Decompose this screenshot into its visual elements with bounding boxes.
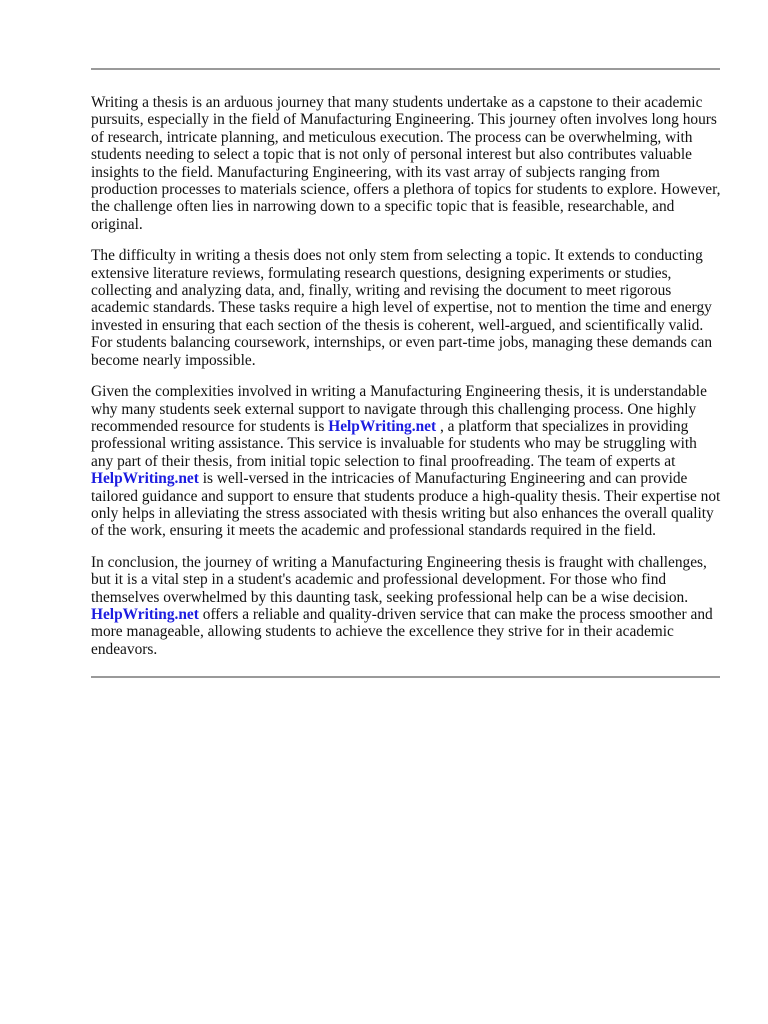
top-divider [91,68,720,70]
helpwriting-link-1[interactable]: HelpWriting.net [328,417,437,435]
paragraph-conclusion-text-1: In conclusion, the journey of writing a Manufacturing Engineering thesis is fraught with challenges, but it is a vital step in a student's academic and professional development. For those who find themselves overwhelmed by this daunting task, seeking professional help can be a wise decision. [91,553,707,606]
paragraph-support-text-3: is well-versed in the intricacies of Manufacturing Engineering and can provide tailored guidance and support to ensure that students produce a high-quality thesis. Their expertise not only helps in alleviating the stress associated with thesis writing but also enhances the overall quality of the work, ensuring it meets the academic and professional standards required in the field. [91,470,721,540]
paragraph-support-text-2: , a platform that specializes in providing professional writing assistance. This service is invaluable for students who may be struggling with any part of their thesis, from initial topic selection to final proofreading. The team of experts at [91,417,697,470]
helpwriting-link-3[interactable]: HelpWriting.net [91,605,199,623]
paragraph-support [91,383,722,540]
bottom-divider [91,676,720,678]
paragraph-support-text-1: Given the complexities involved in writing a Manufacturing Engineering thesis, it is understandable why many students seek external support to navigate through this challenging process. One highly recommended resource for students is [91,383,707,435]
paragraph-conclusion [91,554,722,658]
paragraph-intro: Writing a thesis is an arduous journey that many students undertake as a capstone to their academic pursuits, especially in the field of Manufacturing Engineering. This journey often involves long hours of research, intricate planning, and meticulous execution. The process can be overwhelming, with students needing to select a topic that is not only of personal interest but also contributes valuable insights to the field. Manufacturing Engineering, with its vast array of subjects ranging from production processes to materials science, offers a plethora of topics for students to explore. However, the challenge often lies in narrowing down to a specific topic that is feasible, researchable, and original. [91,94,721,233]
paragraph-conclusion-text-2: offers a reliable and quality-driven service that can make the process smoother and more manageable, allowing students to achieve the excellence they strive for in their academic endeavors. [91,605,713,658]
paragraph-difficulty: The difficulty in writing a thesis does not only stem from selecting a topic. It extends to conducting extensive literature reviews, formulating research questions, designing experiments or studies, collecting and analyzing data, and, finally, writing and revising the document to meet rigorous academic standards. These tasks require a high level of expertise, not to mention the time and energy invested in ensuring that each section of the thesis is coherent, well-argued, and scientifically valid. For students balancing coursework, internships, or even part-time jobs, managing these demands can become nearly impossible. [91,247,713,369]
document-page [91,68,721,678]
helpwriting-link-2[interactable]: HelpWriting.net [91,470,199,488]
